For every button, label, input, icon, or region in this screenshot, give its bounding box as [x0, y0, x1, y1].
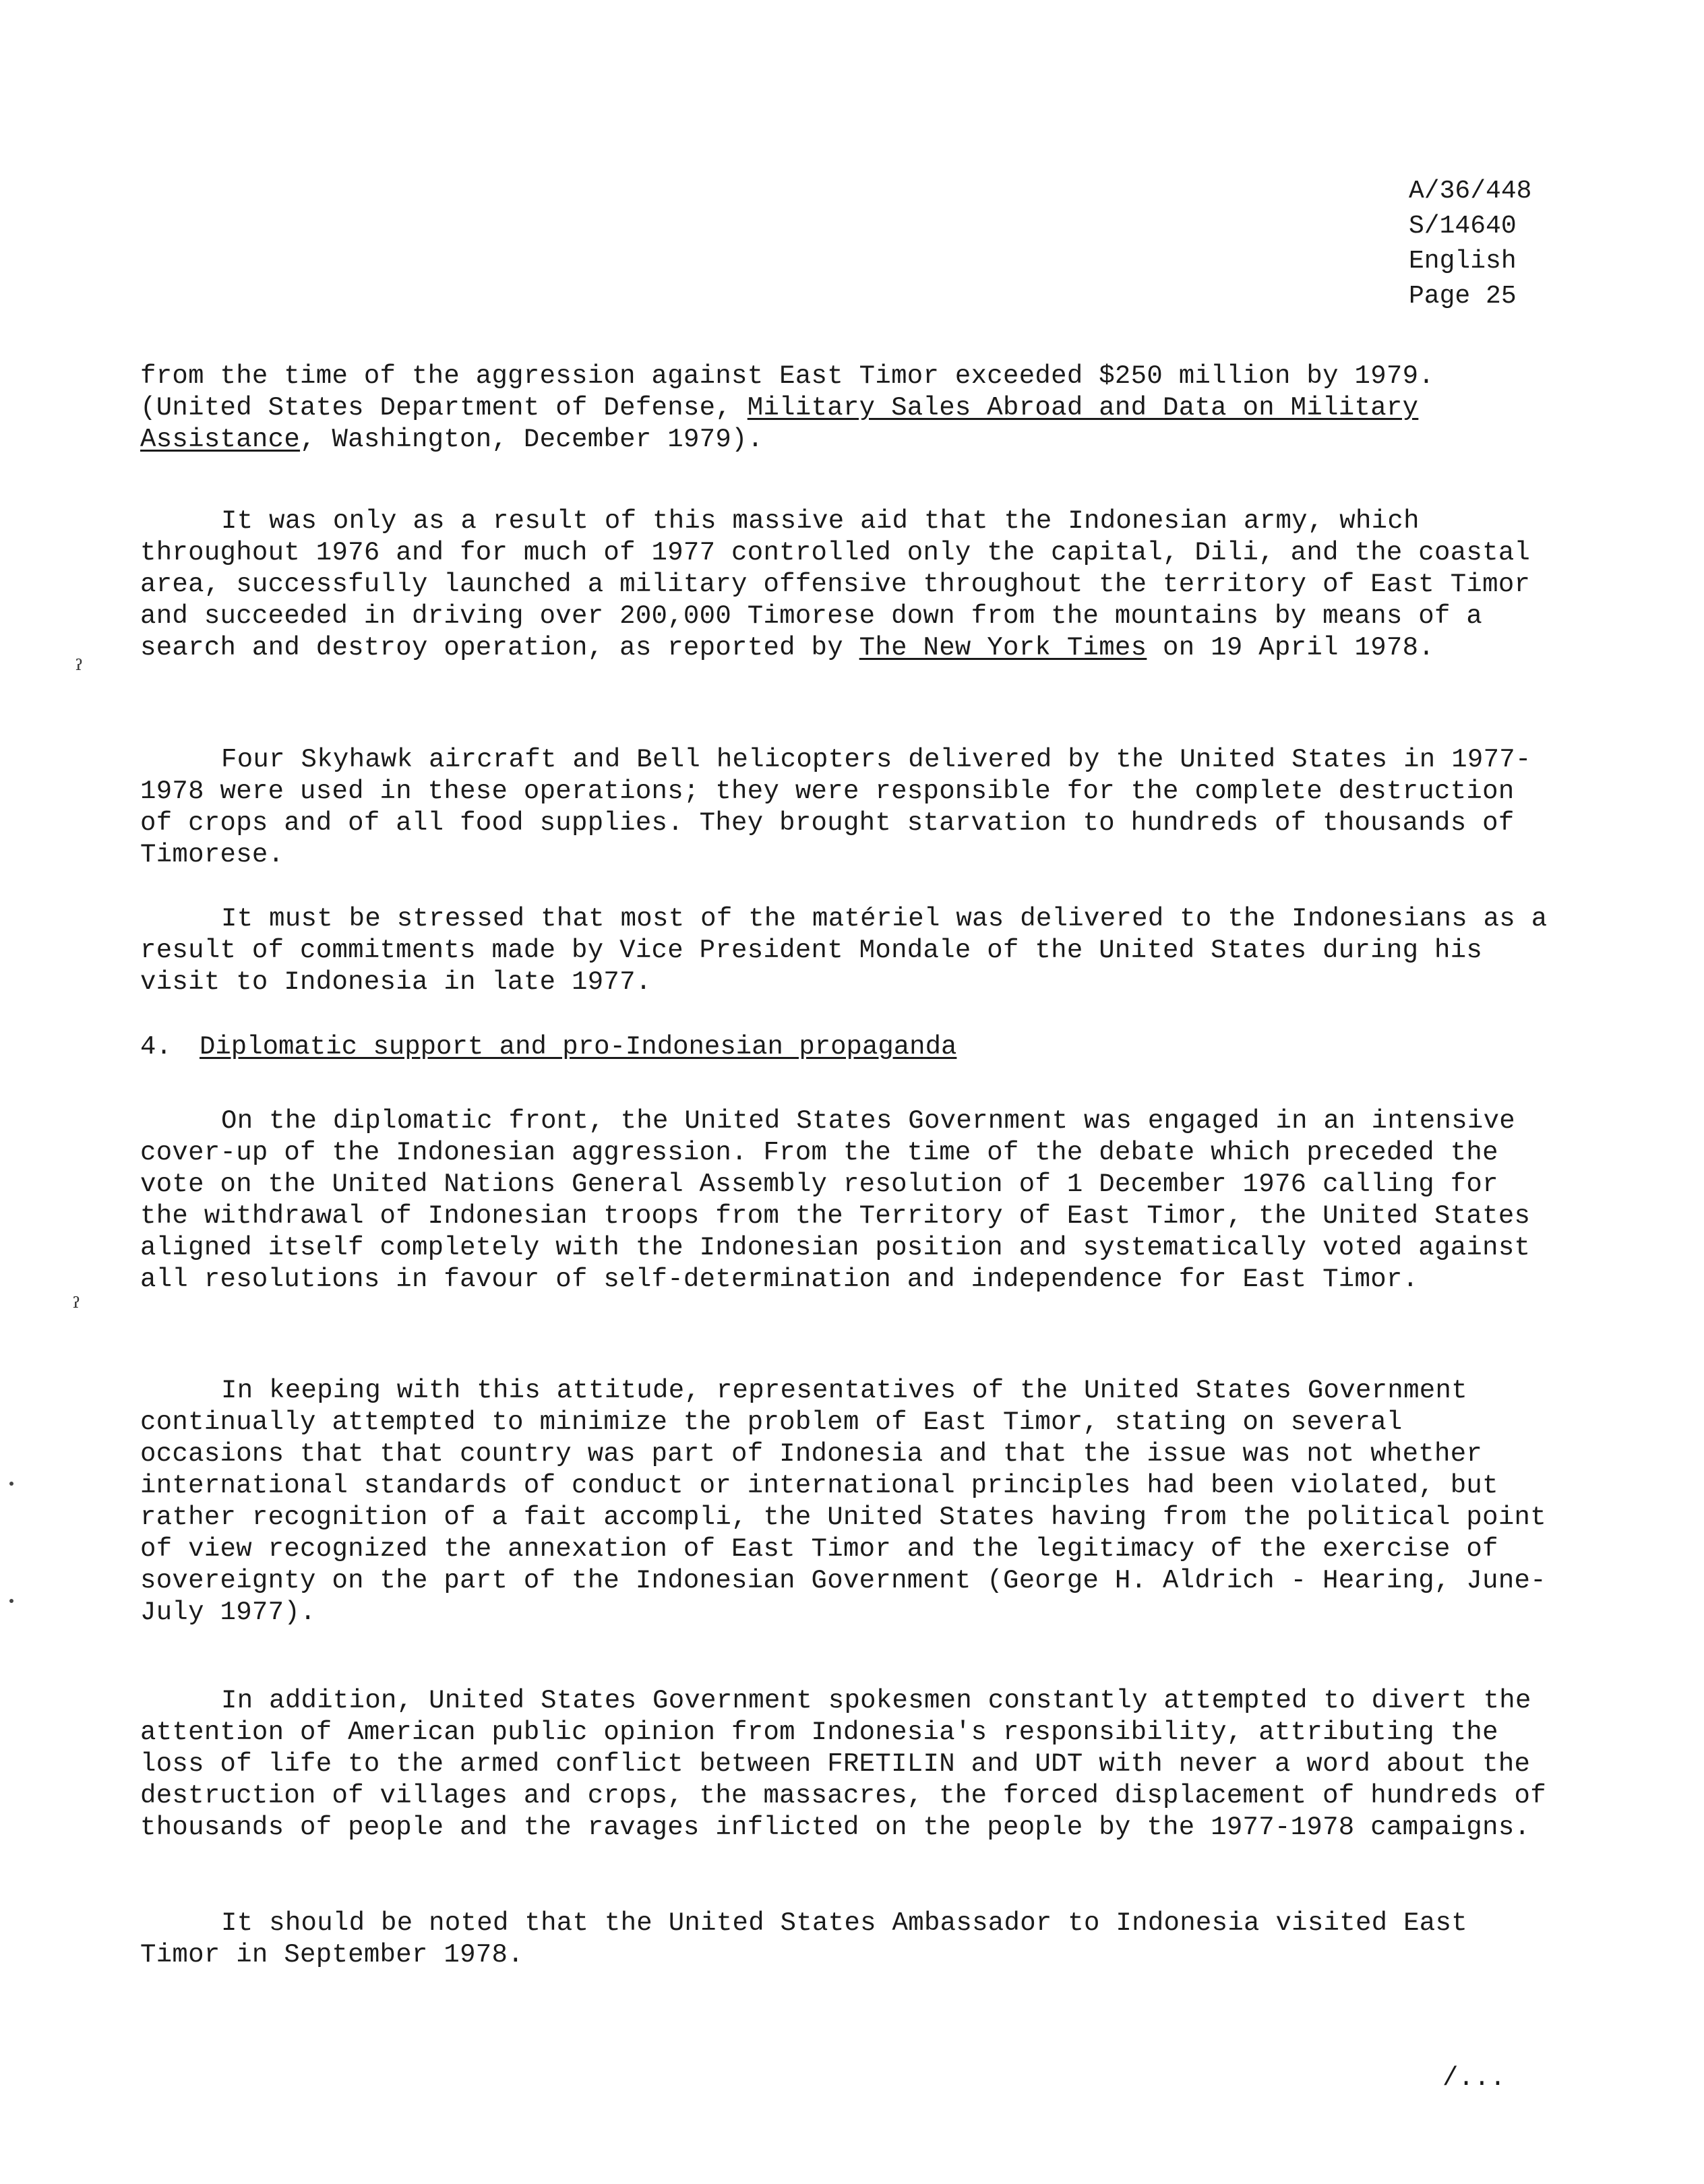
- section-number: 4.: [140, 1032, 172, 1062]
- symbol-security-council: S/14640: [1409, 212, 1517, 241]
- paragraph-3: Four Skyhawk aircraft and Bell helicopters delivered by the United States in 1977-1978 were used in these operations; they were responsible for the complete destruction of crops and of all food supplies. They brought starvation to hundreds of thousands of Timorese.: [140, 745, 1531, 870]
- paragraph-1-text-b: , Washington, December 1979).: [300, 425, 764, 454]
- page-number: Page 25: [1409, 282, 1517, 311]
- paragraph-1: [140, 361, 1549, 456]
- continuation-mark: /...: [1442, 2063, 1506, 2093]
- paragraph-1-text-a: from the time of the aggression against East Timor exceeded $250 million by 1979. (United States Department of Defense,: [140, 361, 1435, 423]
- section-title: Diplomatic support and pro-Indonesian propaganda: [200, 1032, 957, 1062]
- document-symbol-block: [1409, 174, 1531, 314]
- symbol-general-assembly: A/36/448: [1409, 177, 1532, 206]
- publication-title-new-york-times: The New York Times: [859, 633, 1147, 663]
- publication-title-military-sales: Military Sales Abroad and Data on Military Assistance: [140, 393, 1419, 454]
- paragraph-2: [140, 506, 1549, 664]
- margin-speck: [9, 1599, 13, 1603]
- paragraph-7: In addition, United States Government spokesmen constantly attempted to divert the attention of American public opinion from Indonesia's responsibility, attributing the loss of life to the armed conflict between FRETILIN and UDT with never a word about the destruction of villages and crops, the massacres, the forced displacement of hundreds of thousands of people and the ravages inflicted on the people by the 1977-1978 campaigns.: [140, 1686, 1546, 1842]
- document-language: English: [1409, 247, 1517, 276]
- paragraph-2-text-a: It was only as a result of this massive aid that the Indonesian army, which throughout 1976 and for much of 1977 controlled only the capital, Dili, and the coastal area, successfully launched a military offensive throughout the territory of East Timor and succeeded in driving over 200,000 Timorese down from the mountains by means of a search and destroy operation, as reported by: [140, 506, 1531, 663]
- section-heading: [140, 1031, 956, 1063]
- margin-tick-mark: ˀ: [75, 655, 84, 686]
- paragraph-4: It must be stressed that most of the matériel was delivered to the Indonesians as a result of commitments made by Vice President Mondale of the United States during his visit to Indonesia in late 1977.: [140, 904, 1548, 997]
- margin-tick-mark: ˀ: [73, 1293, 81, 1324]
- paragraph-5: On the diplomatic front, the United States Government was engaged in an intensive cover-up of the Indonesian aggression. From the time of the debate which preceded the vote on the United Nations General Assembly resolution of 1 December 1976 calling for the withdrawal of Indonesian troops from the Territory of East Timor, the United States aligned itself completely with the Indonesian position and systematically voted against all resolutions in favour of self-determination and independence for East Timor.: [140, 1106, 1531, 1294]
- paragraph-6: In keeping with this attitude, representatives of the United States Government continually attempted to minimize the problem of East Timor, stating on several occasions that that country was part of Indonesia and that the issue was not whether international standards of conduct or international principles had been violated, but rather recognition of a fait accompli, the United States having from the political point of view recognized the annexation of East Timor and the legitimacy of the exercise of sovereignty on the part of the Indonesian Government (George H. Aldrich - Hearing, June-July 1977).: [140, 1376, 1546, 1627]
- margin-speck: [9, 1482, 13, 1486]
- paragraph-8: It should be noted that the United States Ambassador to Indonesia visited East Timor in September 1978.: [140, 1908, 1467, 1970]
- paragraph-2-text-b: on 19 April 1978.: [1147, 633, 1435, 663]
